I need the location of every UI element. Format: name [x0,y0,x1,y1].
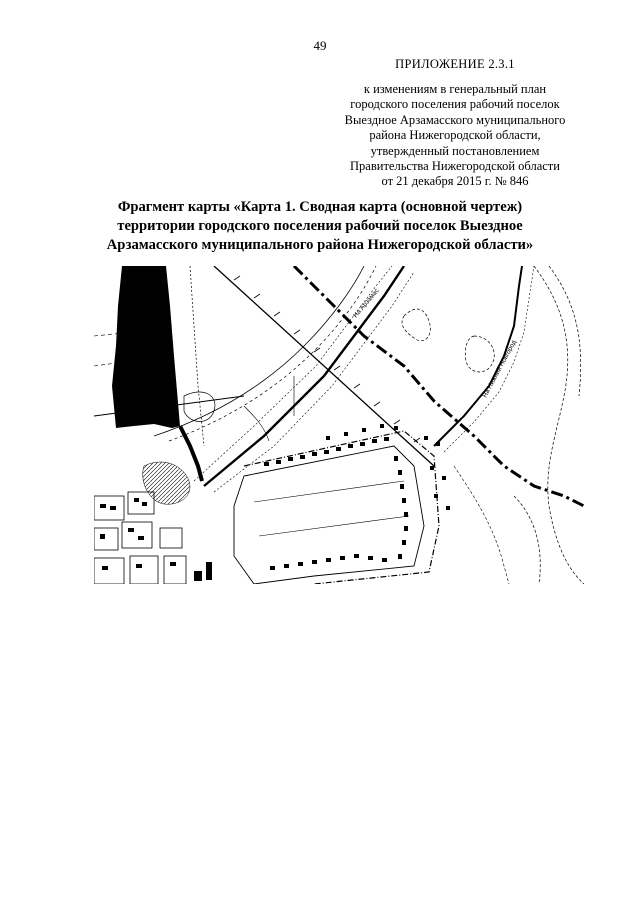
map-heading-line: территории городского поселения рабочий поселок Выездное [117,218,523,234]
settlement-outline [244,431,439,584]
appendix-title: ПРИЛОЖЕНИЕ 2.3.1 [395,57,515,71]
appendix-note [330,82,580,190]
loop-road-2 [465,336,494,372]
settlement-boundary [294,266,584,506]
ring-road-dashed [169,266,376,441]
appendix-note-line: городского поселения рабочий поселок [350,97,560,112]
appendix-note-line: к изменениям в генеральный план [363,82,547,96]
railway-main [214,266,434,466]
highway-arzamas-border [194,266,392,481]
highway-arzamas-border2 [214,272,414,492]
curve-right-3 [514,496,540,584]
appendix-note-line: района Нижегородской области, [369,128,541,143]
appendix-note-line: Правительства Нижегородской области [350,159,560,174]
map-heading-line: Арзамасского муниципального района Нижегородской области» [106,237,534,253]
map-drawing [94,266,584,584]
settlement-street-2 [259,516,409,536]
appendix-note-line: от 21 декабря 2015 г. № 846 [381,174,529,189]
road-label-nn: На Нижний Новгород [481,339,518,399]
loop-left [184,392,215,422]
page-number: 49 [313,38,327,53]
road-label-arzamas: На Арзамас [352,287,381,320]
settlement-street [254,481,404,502]
map-heading [60,198,580,255]
settlement-area [234,446,424,584]
hatched-zone [143,462,190,504]
contour-line-3 [454,466,509,584]
ring-road [154,266,364,436]
loop-road [402,309,430,341]
left-buildings [100,498,212,581]
curve-right [534,266,584,584]
appendix-note-line: утвержденный постановлением [370,143,540,158]
map-fragment [94,266,584,584]
dark-territory [112,266,180,428]
map-heading-line: Фрагмент карты «Карта 1. Сводная карта (основной чертеж) [117,199,523,215]
appendix-note-line: Выездное Арзамасского муниципального [344,112,566,127]
highway-nn-border [444,266,534,452]
